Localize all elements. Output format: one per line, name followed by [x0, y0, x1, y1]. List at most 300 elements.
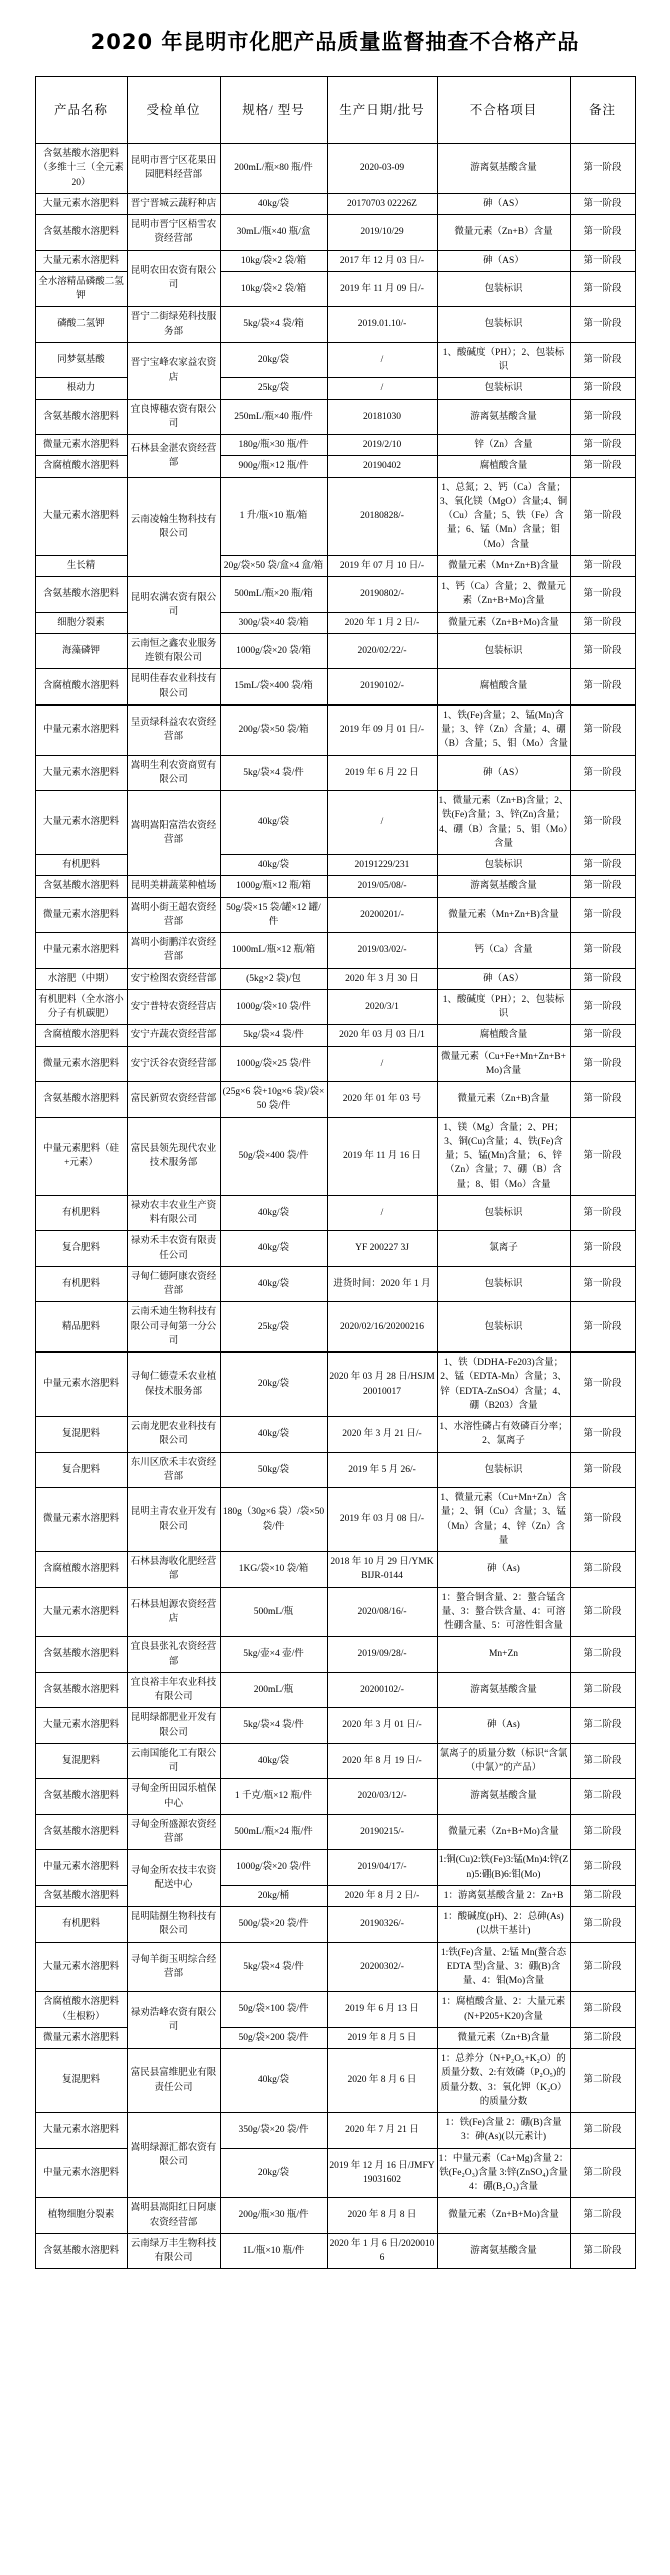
table-row: [35, 1302, 635, 1352]
unqualified-items-cell: 微量元素（Mn+Zn+B)含量: [437, 897, 570, 933]
table-row: [35, 1779, 635, 1815]
inspected-unit-cell: 寻甸金所农技丰农资配送中心: [127, 1850, 220, 1907]
table-row: [35, 2198, 635, 2234]
inspected-unit-cell: 云南凌翰生物科技有限公司: [127, 477, 220, 577]
product-name-cell: 海藻磷钾: [35, 633, 127, 669]
unqualified-items-cell: 1：中量元素（Ca+Mg)含量 2：铁(Fe₂O₃)含量 3:锌(ZnSO₄)含量 4：硼(B₂O₃)含量: [437, 2148, 570, 2198]
unqualified-items-cell: 微量元素（Zn+B）含量: [437, 215, 570, 251]
unqualified-items-cell: 包装标识: [437, 633, 570, 669]
table-row: [35, 1452, 635, 1488]
product-name-cell: 含氨基酸水溶肥料: [35, 876, 127, 897]
product-name-cell: 含腐植酸水溶肥料: [35, 1025, 127, 1046]
inspected-unit-cell: 富民县领先现代农业技术服务部: [127, 1117, 220, 1195]
unqualified-items-cell: 砷（AS）: [437, 755, 570, 791]
unqualified-items-cell: 1、总氮；2、钙（Ca）含量；3、氧化镁（MgO）含量;4、铜（Cu）含量；5、铁（Fe）含量；6、锰（Mn）含量；钼（Mo）含量: [437, 477, 570, 555]
spec-model-cell: 20g/袋×50 袋/盒×4 盒/箱: [220, 555, 327, 576]
unqualified-items-cell: 游离氨基酸含量: [437, 399, 570, 435]
unqualified-items-cell: 包装标识: [437, 1266, 570, 1302]
spec-model-cell: 50g/袋×100 袋/件: [220, 1992, 327, 2028]
table-row: [35, 2148, 635, 2198]
table-row: [35, 1552, 635, 1588]
product-name-cell: 含氨基酸水溶肥料: [35, 399, 127, 435]
product-name-cell: 大量元素水溶肥料: [35, 1587, 127, 1637]
spec-model-cell: 1000g/瓶×12 瓶/箱: [220, 876, 327, 897]
table-row: [35, 250, 635, 271]
spec-model-cell: 25kg/袋: [220, 1302, 327, 1352]
spec-model-cell: 15mL/袋×400 袋/箱: [220, 669, 327, 705]
table-row: [35, 855, 635, 876]
product-name-cell: 中量元素水溶肥料: [35, 1850, 127, 1886]
production-date-cell: 2020 年 03 月 03 日/1: [327, 1025, 437, 1046]
table-row: [35, 989, 635, 1025]
production-date-cell: 20170703 02226Z: [327, 193, 437, 214]
production-date-cell: 20181030: [327, 399, 437, 435]
production-date-cell: 2019 年 11 月 09 日/-: [327, 271, 437, 307]
spec-model-cell: 10kg/袋×2 袋/箱: [220, 271, 327, 307]
production-date-cell: 2020/03/12/-: [327, 1779, 437, 1815]
product-name-cell: 复混肥料: [35, 1417, 127, 1453]
production-date-cell: 20190215/-: [327, 1814, 437, 1850]
remark-cell: 第一阶段: [570, 933, 635, 969]
inspected-unit-cell: 安宁沃谷农资经营部: [127, 1046, 220, 1082]
table-row: [35, 1417, 635, 1453]
unqualified-items-cell: 砷（AS）: [437, 968, 570, 989]
inspected-unit-cell: 富民县富维肥业有限责任公司: [127, 2049, 220, 2113]
product-name-cell: 精品肥料: [35, 1302, 127, 1352]
production-date-cell: 20180828/-: [327, 477, 437, 555]
table-row: [35, 477, 635, 555]
spec-model-cell: 500mL/瓶×24 瓶/件: [220, 1814, 327, 1850]
production-date-cell: 2020 年 3 月 30 日: [327, 968, 437, 989]
inspected-unit-cell: 呈贡绿科益农农资经营部: [127, 705, 220, 755]
spec-model-cell: 200mL/瓶×80 瓶/件: [220, 144, 327, 194]
table-row: [35, 144, 635, 194]
spec-model-cell: 200mL/瓶: [220, 1672, 327, 1708]
spec-model-cell: 500mL/瓶: [220, 1587, 327, 1637]
table-row: [35, 399, 635, 435]
spec-model-cell: 200g/瓶×30 瓶/件: [220, 2198, 327, 2234]
product-name-cell: 有机肥料（全水溶小分子有机碳肥）: [35, 989, 127, 1025]
spec-model-cell: 900g/瓶×12 瓶/件: [220, 456, 327, 477]
product-name-cell: 含氨基酸水溶肥料: [35, 1082, 127, 1118]
inspected-unit-cell: 嵩明嵩阳富浩农资经营部: [127, 791, 220, 876]
header-remark: 备注: [570, 77, 635, 144]
table-row: [35, 1885, 635, 1906]
product-name-cell: 含氨基酸水溶肥料: [35, 1814, 127, 1850]
table-row: [35, 897, 635, 933]
inspected-unit-cell: 昆明主青农业开发有限公司: [127, 1488, 220, 1552]
production-date-cell: 2020/3/1: [327, 989, 437, 1025]
remark-cell: 第二阶段: [570, 2113, 635, 2149]
unqualified-items-cell: 钙（Ca）含量: [437, 933, 570, 969]
remark-cell: 第一阶段: [570, 1302, 635, 1352]
production-date-cell: 进货时间：2020 年 1 月: [327, 1266, 437, 1302]
table-row: [35, 1231, 635, 1267]
production-date-cell: 20190402: [327, 456, 437, 477]
production-date-cell: 2019 年 03 月 08 日/-: [327, 1488, 437, 1552]
inspected-unit-cell: 昆明陆捌生物科技有限公司: [127, 1907, 220, 1943]
production-date-cell: 2019/05/08/-: [327, 876, 437, 897]
unqualified-items-cell: 1、微量元素（Cu+Mn+Zn）含量；2、铜（Cu）含量；3、锰（Mn）含量；4、锌（Zn）含量: [437, 1488, 570, 1552]
spec-model-cell: 180g（30g×6 袋）/袋×50 袋/件: [220, 1488, 327, 1552]
table-row: [35, 791, 635, 855]
remark-cell: 第一阶段: [570, 1266, 635, 1302]
production-date-cell: 2019/09/28/-: [327, 1637, 437, 1673]
product-name-cell: 复合肥料: [35, 1231, 127, 1267]
remark-cell: 第一阶段: [570, 555, 635, 576]
product-name-cell: 中量元素肥料（硅+元素）: [35, 1117, 127, 1195]
product-name-cell: 大量元素水溶肥料: [35, 1942, 127, 1992]
table-row: [35, 1266, 635, 1302]
spec-model-cell: 40kg/袋: [220, 2049, 327, 2113]
remark-cell: 第一阶段: [570, 876, 635, 897]
spec-model-cell: 1000g/袋×25 袋/件: [220, 1046, 327, 1082]
product-name-cell: 含氨基酸水溶肥料: [35, 1779, 127, 1815]
remark-cell: 第一阶段: [570, 1082, 635, 1118]
remark-cell: 第一阶段: [570, 271, 635, 307]
product-name-cell: 中量元素水溶肥料: [35, 705, 127, 755]
product-name-cell: 微量元素水溶肥料: [35, 435, 127, 456]
unqualified-items-cell: 1、酸碱度（PH）；2、包装标识: [437, 989, 570, 1025]
production-date-cell: 2019 年 5 月 26/-: [327, 1452, 437, 1488]
product-name-cell: 复混肥料: [35, 1743, 127, 1779]
unqualified-products-table: [35, 76, 636, 2269]
table-row: [35, 705, 635, 755]
remark-cell: 第一阶段: [570, 897, 635, 933]
page-title: 2020 年昆明市化肥产品质量监督抽查不合格产品: [90, 30, 580, 54]
spec-model-cell: 5kg/袋×4 袋/箱: [220, 307, 327, 343]
inspected-unit-cell: 嵩明绿源汇都农资有限公司: [127, 2113, 220, 2198]
unqualified-items-cell: 包装标识: [437, 1195, 570, 1231]
remark-cell: 第二阶段: [570, 2027, 635, 2048]
table-row: [35, 2233, 635, 2269]
product-name-cell: 大量元素水溶肥料: [35, 755, 127, 791]
unqualified-items-cell: 1、水溶性磷占有效磷百分率；2、氯离子: [437, 1417, 570, 1453]
inspected-unit-cell: 禄劝禾丰农资有限责任公司: [127, 1231, 220, 1267]
unqualified-items-cell: 游离氨基酸含量: [437, 876, 570, 897]
table-row: [35, 193, 635, 214]
production-date-cell: 2019 年 6 月 13 日: [327, 1992, 437, 2028]
product-name-cell: 含氨基酸水溶肥料（多维十三（全元素 20）: [35, 144, 127, 194]
remark-cell: 第一阶段: [570, 968, 635, 989]
spec-model-cell: 40kg/袋: [220, 1743, 327, 1779]
remark-cell: 第二阶段: [570, 2049, 635, 2113]
remark-cell: 第二阶段: [570, 1885, 635, 1906]
unqualified-items-cell: 微量元素（Cu+Fe+Mn+Zn+B+Mo)含量: [437, 1046, 570, 1082]
table-row: [35, 1082, 635, 1118]
inspected-unit-cell: 昆明农田农资有限公司: [127, 250, 220, 307]
remark-cell: 第二阶段: [570, 1587, 635, 1637]
table-row: [35, 1587, 635, 1637]
product-name-cell: 中量元素水溶肥料: [35, 933, 127, 969]
remark-cell: 第一阶段: [570, 1417, 635, 1453]
production-date-cell: 2020 年 8 月 6 日: [327, 2049, 437, 2113]
production-date-cell: 20200302/-: [327, 1942, 437, 1992]
product-name-cell: 大量元素水溶肥料: [35, 791, 127, 855]
production-date-cell: 2020 年 3 月 21 日/-: [327, 1417, 437, 1453]
product-name-cell: 微量元素水溶肥料: [35, 2027, 127, 2048]
production-date-cell: 2020 年 03 月 28 日/HSJM20010017: [327, 1352, 437, 1417]
unqualified-items-cell: 腐植酸含量: [437, 669, 570, 705]
unqualified-items-cell: 微量元素（Zn+B+Mo)含量: [437, 2198, 570, 2234]
product-name-cell: 磷酸二氢钾: [35, 307, 127, 343]
table-row: [35, 2113, 635, 2149]
unqualified-items-cell: 1、微量元素（Zn+B)含量；2、铁(Fe)含量；3、锌(Zn)含量；4、硼（B）含量；5、钼（Mo）含量: [437, 791, 570, 855]
remark-cell: 第一阶段: [570, 399, 635, 435]
inspected-unit-cell: 嵩明小街王超农资经营部: [127, 897, 220, 933]
production-date-cell: 2019.01.10/-: [327, 307, 437, 343]
remark-cell: 第一阶段: [570, 612, 635, 633]
spec-model-cell: 200g/袋×50 袋/箱: [220, 705, 327, 755]
production-date-cell: 2019 年 8 月 5 日: [327, 2027, 437, 2048]
production-date-cell: 2020/02/16/20200216: [327, 1302, 437, 1352]
spec-model-cell: 500mL/瓶×20 瓶/箱: [220, 577, 327, 613]
production-date-cell: /: [327, 1195, 437, 1231]
product-name-cell: 大量元素水溶肥料: [35, 2113, 127, 2149]
table-row: [35, 1814, 635, 1850]
product-name-cell: 含腐植酸水溶肥料: [35, 1552, 127, 1588]
unqualified-items-cell: 锌（Zn）含量: [437, 435, 570, 456]
product-name-cell: 复合肥料: [35, 1452, 127, 1488]
inspected-unit-cell: 安宁普特农资经营店: [127, 989, 220, 1025]
inspected-unit-cell: 嵩明生利农资商贸有限公司: [127, 755, 220, 791]
table-row: [35, 1743, 635, 1779]
spec-model-cell: 250mL/瓶×40 瓶/件: [220, 399, 327, 435]
product-name-cell: 微量元素水溶肥料: [35, 1488, 127, 1552]
production-date-cell: 2018 年 10 月 29 日/YMKBIJR-0144: [327, 1552, 437, 1588]
inspected-unit-cell: 寻甸金所田园乐植保中心: [127, 1779, 220, 1815]
unqualified-items-cell: 1、钙（Ca）含量；2、微量元素（Zn+B+Mo)含量: [437, 577, 570, 613]
unqualified-items-cell: 游离氨基酸含量: [437, 144, 570, 194]
table-row: [35, 1708, 635, 1744]
table-row: [35, 2027, 635, 2048]
inspected-unit-cell: 石林县旭源农资经营店: [127, 1587, 220, 1637]
table-row: [35, 1672, 635, 1708]
spec-model-cell: 50g/袋×200 袋/件: [220, 2027, 327, 2048]
table-row: [35, 633, 635, 669]
table-row: [35, 1195, 635, 1231]
inspected-unit-cell: 嵩明小街鹏洋农资经营部: [127, 933, 220, 969]
unqualified-items-cell: 1、铁（DDHA-Fe203)含量；2、锰（EDTA-Mn）含量；3、锌（EDTA-ZnSO4）含量；4、硼（B203）含量: [437, 1352, 570, 1417]
unqualified-items-cell: 1、酸碱度（PH）；2、包装标识: [437, 342, 570, 378]
production-date-cell: 20200201/-: [327, 897, 437, 933]
production-date-cell: YF 200227 3J: [327, 1231, 437, 1267]
unqualified-items-cell: 1、铁(Fe)含量；2、锰(Mn)含量；3、锌（Zn）含量；4、硼（B）含量；5、钼（Mo）含量: [437, 705, 570, 755]
spec-model-cell: 40kg/袋: [220, 193, 327, 214]
remark-cell: 第一阶段: [570, 1117, 635, 1195]
product-name-cell: 中量元素水溶肥料: [35, 1352, 127, 1417]
product-name-cell: 有机肥料: [35, 1266, 127, 1302]
table-row: [35, 215, 635, 251]
production-date-cell: 20190326/-: [327, 1907, 437, 1943]
remark-cell: 第二阶段: [570, 1708, 635, 1744]
results-table-body: [35, 144, 635, 2269]
inspected-unit-cell: 寻甸仁德阿康农资经营部: [127, 1266, 220, 1302]
inspected-unit-cell: 昆明市晋宁区花果田园肥料经营部: [127, 144, 220, 194]
table-row: [35, 435, 635, 456]
spec-model-cell: 1000g/袋×20 袋/件: [220, 1850, 327, 1886]
product-name-cell: 大量元素水溶肥料: [35, 1708, 127, 1744]
product-name-cell: 大量元素水溶肥料: [35, 477, 127, 555]
table-row: [35, 1850, 635, 1886]
spec-model-cell: 1KG/袋×10 袋/箱: [220, 1552, 327, 1588]
production-date-cell: 2020 年 7 月 21 日: [327, 2113, 437, 2149]
product-name-cell: 植物细胞分裂素: [35, 2198, 127, 2234]
spec-model-cell: 10kg/袋×2 袋/箱: [220, 250, 327, 271]
unqualified-items-cell: 游离氨基酸含量: [437, 1779, 570, 1815]
header-unqualified-items: 不合格项目: [437, 77, 570, 144]
inspected-unit-cell: 东川区欣禾丰农资经营部: [127, 1452, 220, 1488]
production-date-cell: 2019/2/10: [327, 435, 437, 456]
unqualified-items-cell: 微量元素（Zn+B+Mo)含量: [437, 1814, 570, 1850]
table-row: [35, 1992, 635, 2028]
unqualified-items-cell: 砷（As): [437, 1552, 570, 1588]
unqualified-items-cell: 腐植酸含量: [437, 1025, 570, 1046]
inspected-unit-cell: 嵩明县嵩阳红日阿康农资经营部: [127, 2198, 220, 2234]
production-date-cell: 20200102/-: [327, 1672, 437, 1708]
product-name-cell: 有机肥料: [35, 855, 127, 876]
unqualified-items-cell: 1:铜(Cu)2:铁(Fe)3:锰(Mn)4:锌(Zn)5:硼(B)6:钼(Mo): [437, 1850, 570, 1886]
remark-cell: 第二阶段: [570, 1743, 635, 1779]
table-row: [35, 755, 635, 791]
spec-model-cell: 1000mL/瓶×12 瓶/箱: [220, 933, 327, 969]
product-name-cell: 含氨基酸水溶肥料: [35, 215, 127, 251]
production-date-cell: 2017 年 12 月 03 日/-: [327, 250, 437, 271]
table-row: [35, 876, 635, 897]
remark-cell: 第二阶段: [570, 2148, 635, 2198]
remark-cell: 第二阶段: [570, 1672, 635, 1708]
product-name-cell: 大量元素水溶肥料: [35, 193, 127, 214]
product-name-cell: 含氨基酸水溶肥料: [35, 1637, 127, 1673]
production-date-cell: 2019 年 6 月 22 日: [327, 755, 437, 791]
table-row: [35, 555, 635, 576]
spec-model-cell: 50kg/袋: [220, 1452, 327, 1488]
inspected-unit-cell: 云南国能化工有限公司: [127, 1743, 220, 1779]
remark-cell: 第一阶段: [570, 791, 635, 855]
production-date-cell: 2019 年 12 月 16 日/JMFY19031602: [327, 2148, 437, 2198]
inspected-unit-cell: 宜良博穗农资有限公司: [127, 399, 220, 435]
production-date-cell: /: [327, 791, 437, 855]
remark-cell: 第二阶段: [570, 1942, 635, 1992]
unqualified-items-cell: 包装标识: [437, 307, 570, 343]
inspected-unit-cell: 石林县海收化肥经营部: [127, 1552, 220, 1588]
table-row: [35, 577, 635, 613]
product-name-cell: 水溶肥（中期）: [35, 968, 127, 989]
unqualified-items-cell: 砷（AS）: [437, 250, 570, 271]
remark-cell: 第一阶段: [570, 307, 635, 343]
remark-cell: 第一阶段: [570, 435, 635, 456]
remark-cell: 第一阶段: [570, 378, 635, 399]
inspected-unit-cell: 禄劝浩峰农资有限公司: [127, 1992, 220, 2049]
spec-model-cell: 1L/瓶×10 瓶/件: [220, 2233, 327, 2269]
remark-cell: 第一阶段: [570, 250, 635, 271]
remark-cell: 第二阶段: [570, 1850, 635, 1886]
remark-cell: 第一阶段: [570, 1195, 635, 1231]
product-name-cell: 生长精: [35, 555, 127, 576]
remark-cell: 第一阶段: [570, 456, 635, 477]
unqualified-items-cell: 1：游离氨基酸含量 2：Zn+B: [437, 1885, 570, 1906]
product-name-cell: 大量元素水溶肥料: [35, 250, 127, 271]
unqualified-items-cell: 微量元素（Zn+B+Mo)含量: [437, 612, 570, 633]
table-header-row: [35, 77, 635, 144]
production-date-cell: 2020 年 8 月 2 日/-: [327, 1885, 437, 1906]
unqualified-items-cell: Mn+Zn: [437, 1637, 570, 1673]
header-product-name: 产品名称: [35, 77, 127, 144]
production-date-cell: 2020 年 01 年 03 号: [327, 1082, 437, 1118]
unqualified-items-cell: 微量元素（Zn+B)含量: [437, 2027, 570, 2048]
product-name-cell: 含氨基酸水溶肥料: [35, 1885, 127, 1906]
unqualified-items-cell: 微量元素（Mn+Zn+B)含量: [437, 555, 570, 576]
product-name-cell: 全水溶精品磷酸二氢钾: [35, 271, 127, 307]
unqualified-items-cell: 包装标识: [437, 1302, 570, 1352]
table-row: [35, 1025, 635, 1046]
remark-cell: 第一阶段: [570, 705, 635, 755]
remark-cell: 第二阶段: [570, 2233, 635, 2269]
inspected-unit-cell: 安宁卉蔬农资经营部: [127, 1025, 220, 1046]
table-row: [35, 1637, 635, 1673]
spec-model-cell: 5kg/壶×4 壶/件: [220, 1637, 327, 1673]
product-name-cell: 含腐植酸水溶肥料（生根粉）: [35, 1992, 127, 2028]
inspected-unit-cell: 云南禾迪生物科技有限公司寻甸第一分公司: [127, 1302, 220, 1352]
inspected-unit-cell: 禄劝农丰农业生产资料有限公司: [127, 1195, 220, 1231]
unqualified-items-cell: 1：螯合铜含量、2：螯合锰含量、3：螯合铁含量、4：可溶性硼含量、5：可溶性钼含量: [437, 1587, 570, 1637]
remark-cell: 第一阶段: [570, 215, 635, 251]
production-date-cell: 2020/08/16/-: [327, 1587, 437, 1637]
production-date-cell: 20190102/-: [327, 669, 437, 705]
spec-model-cell: 500g/袋×20 袋/件: [220, 1907, 327, 1943]
spec-model-cell: 350g/袋×20 袋/件: [220, 2113, 327, 2149]
inspected-unit-cell: 宜良县张礼农资经营部: [127, 1637, 220, 1673]
unqualified-items-cell: 1:铁(Fe)含量、2:锰 Mn(螯合态 EDTA 型)含量、3：硼(B)含量、4：钼(Mo)含量: [437, 1942, 570, 1992]
production-date-cell: 2020-03-09: [327, 144, 437, 194]
spec-model-cell: 20kg/桶: [220, 1885, 327, 1906]
product-name-cell: 含腐植酸水溶肥料: [35, 669, 127, 705]
inspected-unit-cell: 寻甸羊街玉明综合经营部: [127, 1942, 220, 1992]
table-row: [35, 933, 635, 969]
product-name-cell: 有机肥料: [35, 1907, 127, 1943]
table-row: [35, 1942, 635, 1992]
inspected-unit-cell: 云南龙肥农业科技有限公司: [127, 1417, 220, 1453]
remark-cell: 第二阶段: [570, 1779, 635, 1815]
table-row: [35, 1907, 635, 1943]
production-date-cell: 2019 年 09 月 01 日/-: [327, 705, 437, 755]
spec-model-cell: 50g/袋×400 袋/件: [220, 1117, 327, 1195]
table-row: [35, 1352, 635, 1417]
spec-model-cell: 180g/瓶×30 瓶/件: [220, 435, 327, 456]
spec-model-cell: 30mL/瓶×40 瓶/盒: [220, 215, 327, 251]
product-name-cell: 微量元素水溶肥料: [35, 1046, 127, 1082]
production-date-cell: /: [327, 342, 437, 378]
unqualified-items-cell: 腐植酸含量: [437, 456, 570, 477]
unqualified-items-cell: 1、镁（Mg）含量；2、PH；3、铜(Cu)含量；4、铁(Fe)含量；5、锰(Mn)含量； 6、锌（Zn）含量；7、硼（B）含量；8、钼（Mo）含量: [437, 1117, 570, 1195]
inspected-unit-cell: 晋宁宝峰农家益农资店: [127, 342, 220, 399]
table-row: [35, 456, 635, 477]
unqualified-items-cell: 砷（As): [437, 1708, 570, 1744]
spec-model-cell: 300g/袋×40 袋/箱: [220, 612, 327, 633]
spec-model-cell: 40kg/袋: [220, 1266, 327, 1302]
inspected-unit-cell: 安宁检图农资经营部: [127, 968, 220, 989]
remark-cell: 第一阶段: [570, 633, 635, 669]
table-row: [35, 2049, 635, 2113]
inspected-unit-cell: 晋宁二街绿苑科技服务部: [127, 307, 220, 343]
remark-cell: 第二阶段: [570, 1814, 635, 1850]
remark-cell: 第一阶段: [570, 477, 635, 555]
table-row: [35, 1488, 635, 1552]
production-date-cell: 2020 年 3 月 01 日/-: [327, 1708, 437, 1744]
production-date-cell: 2020 年 1 月 2 日/-: [327, 612, 437, 633]
production-date-cell: /: [327, 378, 437, 399]
spec-model-cell: 50g/袋×15 袋/罐×12 罐/件: [220, 897, 327, 933]
